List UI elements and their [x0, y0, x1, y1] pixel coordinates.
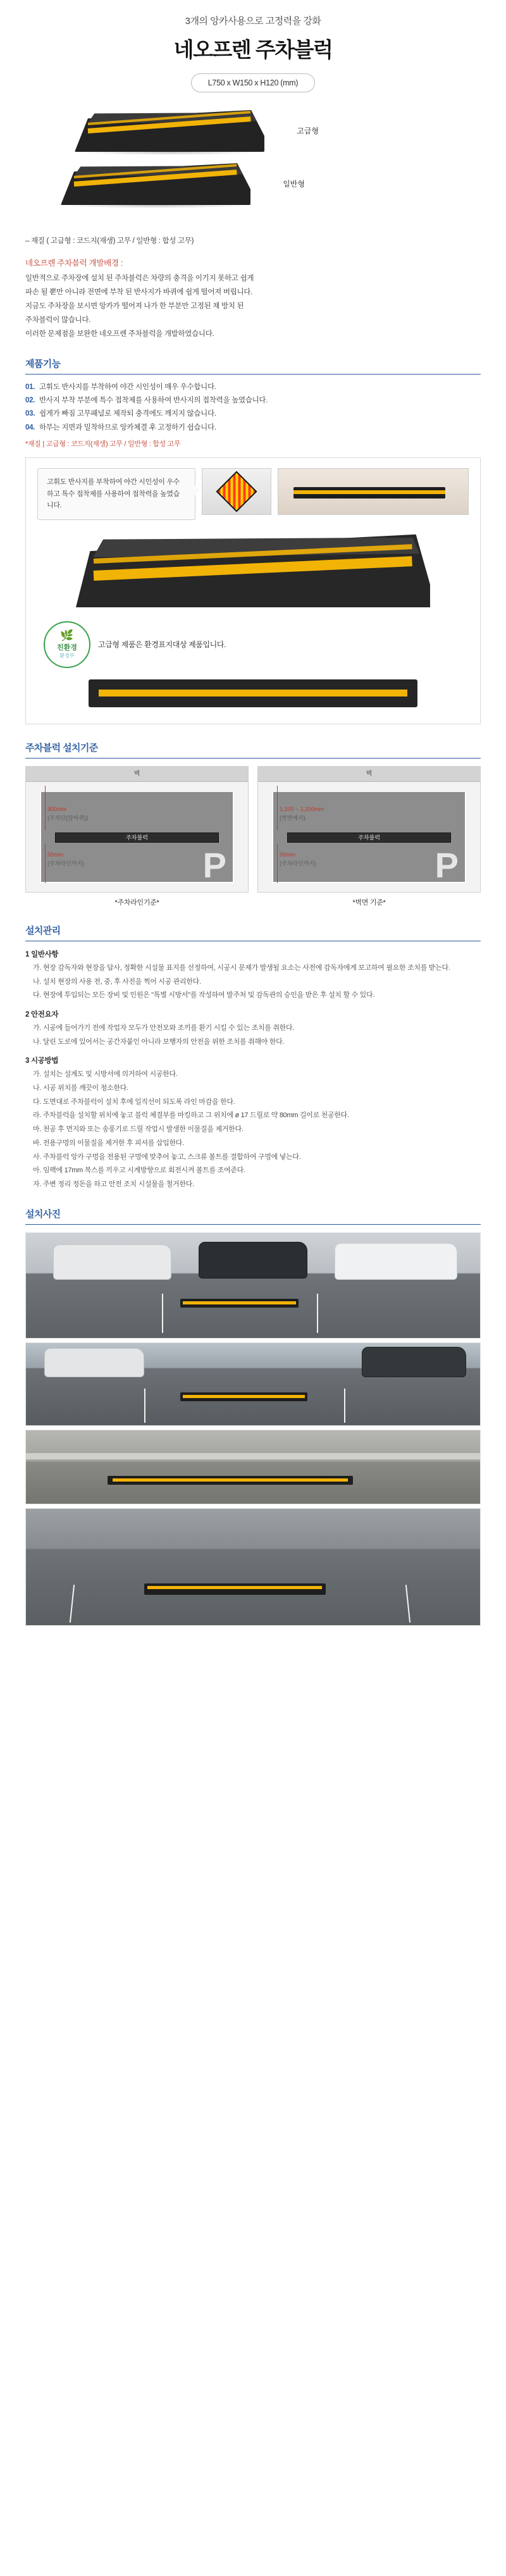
install-standard-section — [25, 741, 481, 907]
product-image-group — [25, 108, 481, 228]
development-background-title: 네오프렌 주차블럭 개발배경 : — [25, 259, 123, 268]
installed-parking-block — [180, 1392, 307, 1401]
reflector-diamond-icon — [216, 471, 257, 512]
feature-text: 고휘도 반사지를 부착하여 야간 시인성이 매우 우수합니다. — [39, 383, 216, 391]
reflector-closeup-image — [202, 468, 271, 515]
feature-item — [25, 407, 481, 421]
dimension-top: 1,100 ~ 1,200mm — [280, 805, 324, 812]
feature-text: 쉽게가 빠짐 고무패널로 제작되 충격에도 깨지지 않습니다. — [39, 410, 216, 418]
stall-line — [70, 1585, 75, 1623]
product-flat-image — [89, 679, 417, 707]
install-standard-card-wall — [257, 766, 481, 907]
block-reflector-stripe — [99, 690, 408, 697]
manage-group-title: 1 일반사항 — [25, 950, 59, 958]
install-diagram — [25, 766, 249, 893]
development-background-line: 주차블럭이 많습니다. — [25, 316, 91, 324]
install-standard-cards — [25, 766, 481, 907]
feature-number: 03. — [25, 410, 35, 418]
stall-line — [317, 1294, 318, 1333]
manage-line: 바. 전용구멍의 이물질을 제거한 후 피셔를 삽입한다. — [33, 1139, 184, 1147]
manage-line: 자. 주변 정리 정돈을 하고 안전 조치 시설물을 철거한다. — [33, 1180, 194, 1188]
install-photo — [25, 1342, 481, 1426]
features-heading: 제품기능 — [25, 358, 61, 369]
wall-label: 벽 — [26, 767, 248, 782]
install-diagram — [257, 766, 481, 893]
parking-block-graphic — [61, 163, 250, 205]
install-diagram-caption: *주차라인기준* — [114, 898, 159, 907]
feature-number: 04. — [25, 423, 35, 431]
leaf-icon: 🌿 — [60, 629, 74, 641]
eco-badge-sub: 환경부 — [59, 652, 75, 659]
stall-line — [344, 1389, 345, 1423]
install-photo — [25, 1508, 481, 1626]
product-label-premium: 고급형 — [297, 127, 319, 135]
dimension-line-top — [45, 786, 46, 830]
feature-number: 01. — [25, 383, 35, 391]
installed-parking-block — [108, 1476, 353, 1485]
section-divider — [25, 374, 481, 375]
dimension-bottom: 50mm — [280, 851, 296, 858]
parking-block-graphic — [75, 110, 264, 152]
dimension-bottom: 50mm — [47, 851, 64, 858]
manage-line: 다. 현장에 투입되는 모든 장비 및 인원은 "특별 시방서"를 작성하여 발주처 및 감독관의 승인을 받은 후 설치 할 수 있다. — [33, 991, 375, 1000]
parking-block-in-diagram: 주차블럭 — [287, 833, 451, 843]
manage-group-title: 2 안전요자 — [25, 1011, 59, 1019]
development-background-line: 이러한 문제점을 보완한 네오프렌 주차블럭을 개발하였습니다. — [25, 330, 214, 338]
product-image-premium — [75, 110, 319, 152]
install-standard-card-line — [25, 766, 249, 907]
block-shadow — [78, 150, 261, 155]
development-background-line: 지금도 주차장을 보시면 앙카가 떨어져 나가 한 부분만 고정된 채 방치 된 — [25, 302, 244, 310]
dimension-top: 900mm — [47, 805, 67, 812]
installed-parking-block — [180, 1299, 299, 1308]
spec-badge: L750 x W150 x H120 (mm) — [191, 73, 315, 92]
eco-row — [44, 621, 469, 668]
features-list — [25, 381, 481, 435]
parking-p-mark: P — [435, 845, 459, 885]
reflector-callout: 고휘도 반사지를 부착하여 야간 시인성이 우수하고 특수 접착제를 사용하여 접착력을 높였습니다. — [37, 468, 195, 520]
manage-line: 나. 설치 현장의 사용 전, 중, 후 사진을 찍어 시공 관리한다. — [33, 977, 201, 986]
stall-line — [405, 1585, 410, 1623]
dimension-top-sub: (주차단(앞바퀴)) — [47, 814, 89, 821]
feature-number: 02. — [25, 397, 35, 405]
install-management-body — [25, 949, 481, 1191]
eco-label-icon — [44, 621, 90, 668]
product-image-standard — [61, 163, 305, 205]
stall-line — [144, 1389, 145, 1423]
block-edge-detail — [293, 487, 445, 498]
manage-line: 사. 주차블럭 앙카 구멍을 전용된 구멍에 맞추어 놓고, 스크류 볼트를 결합하여 구멍에 넣는다. — [33, 1153, 301, 1161]
install-photos-heading: 설치사진 — [25, 1208, 61, 1220]
material-note: – 재질 ( 고급형 : 코드지(재생) 고무 / 일반형 : 합성 고무) — [25, 237, 194, 245]
wall-label: 벽 — [258, 767, 480, 782]
product-label-standard: 일반형 — [283, 180, 305, 189]
manage-group-title: 3 시공방법 — [25, 1057, 59, 1065]
manage-line: 아. 임팩에 17mm 복스를 끼우고 시계방향으로 회전시켜 볼트를 조여준다. — [33, 1167, 245, 1175]
eco-description: 고급형 제품은 환경표지대상 제품입니다. — [98, 640, 226, 650]
stall-line — [162, 1294, 163, 1333]
callout-row — [37, 468, 469, 520]
section-divider — [25, 758, 481, 759]
features-section — [25, 357, 481, 449]
section-divider — [25, 1224, 481, 1225]
hero-section — [0, 0, 506, 99]
dimension-bottom-sub: (주차라인까지) — [47, 860, 85, 867]
car-graphic — [362, 1347, 466, 1377]
manage-line: 가. 설치는 설계도 및 시방서에 의거하여 시공한다. — [33, 1070, 178, 1079]
parking-p-mark: P — [202, 845, 226, 885]
dimension-line-top — [277, 786, 278, 830]
car-graphic — [53, 1244, 171, 1280]
manage-line: 다. 도면대로 주차블럭이 설치 후에 일직선이 되도록 라인 마감을 한다. — [33, 1098, 235, 1106]
block-shadow — [65, 203, 247, 208]
car-graphic — [335, 1243, 457, 1280]
parking-block-in-diagram: 주차블럭 — [55, 833, 219, 843]
manage-line: 나. 달린 도로에 있어서는 공간자붙인 아니라 보행자의 안전을 위한 조치를 취해야 한다. — [33, 1037, 285, 1046]
product-large-image — [76, 531, 430, 607]
feature-item — [25, 381, 481, 394]
install-photo — [25, 1430, 481, 1504]
manage-line: 가. 시공에 들어가기 전에 작업자 모두가 안전모와 조끼를 환기 시킬 수 있는 조치를 취한다. — [33, 1024, 295, 1032]
install-standard-heading: 주차블럭 설치기준 — [25, 742, 98, 753]
car-graphic — [44, 1348, 144, 1377]
development-background-line: 일반적으로 주차장에 설치 된 주차블럭은 차량의 충격을 이기지 못하고 쉽게 — [25, 275, 254, 282]
manage-line: 마. 천공 후 먼지와 또는 송풍기로 드릴 작업시 발생한 이물질을 제거한다. — [33, 1125, 244, 1134]
dimension-top-sub: (벽면에서) — [280, 814, 305, 821]
feature-item — [25, 394, 481, 407]
install-photos-section — [25, 1207, 481, 1225]
installed-parking-block — [144, 1583, 326, 1595]
feature-item — [25, 421, 481, 435]
manage-line: 라. 주차블럭을 설치할 위치에 놓고 블럭 체결부를 마킹하고 그 위치에 ø 17 드릴로 약 80mm 길이로 천공한다. — [33, 1112, 349, 1120]
dimension-line-bottom — [277, 844, 278, 883]
car-graphic — [199, 1242, 307, 1279]
development-background — [25, 257, 481, 340]
dimension-line-bottom — [45, 844, 46, 883]
hero-subtitle: 3개의 앙카사용으로 고정력을 강화 — [185, 16, 321, 27]
manage-line: 가. 현장 감독자와 현장을 답사, 정확한 시설물 표지를 선정하여, 시공시 문제가 발생될 요소는 사전에 감독자에게 보고하여 필요한 조치를 받는다. — [33, 963, 450, 972]
dimension-bottom-sub: (주차라인까지) — [280, 860, 317, 867]
install-management-section — [25, 924, 481, 1191]
detail-panel — [25, 457, 481, 724]
feature-text: 하부는 지면과 밀착하므로 앙카체결 후 고정하기 쉽습니다. — [39, 423, 216, 431]
adhesive-closeup-image — [278, 468, 469, 515]
install-photo — [25, 1232, 481, 1339]
photo-gallery — [25, 1232, 481, 1626]
development-background-line: 파손 될 뿐만 아니라 전면에 부착 된 반사지가 바퀴에 쉽게 떨어져 버립니다. — [25, 288, 253, 296]
feature-text: 반사지 부착 부분에 특수 접착제를 사용하여 반사지의 접착력을 높였습니다. — [39, 397, 268, 405]
manage-line: 나. 시공 위치를 깨끗이 청소한다. — [33, 1084, 128, 1093]
features-material-note: *재질 | 고급형 : 코드지(재생) 고무 / 일반형 : 합성 고무 — [25, 440, 181, 448]
install-management-heading: 설치관리 — [25, 925, 61, 936]
curb-graphic — [26, 1453, 480, 1459]
eco-badge-title: 친환경 — [57, 643, 77, 652]
install-diagram-caption: *벽면 기준* — [352, 898, 386, 907]
page-title: 네오프렌 주차블럭 — [173, 38, 333, 61]
